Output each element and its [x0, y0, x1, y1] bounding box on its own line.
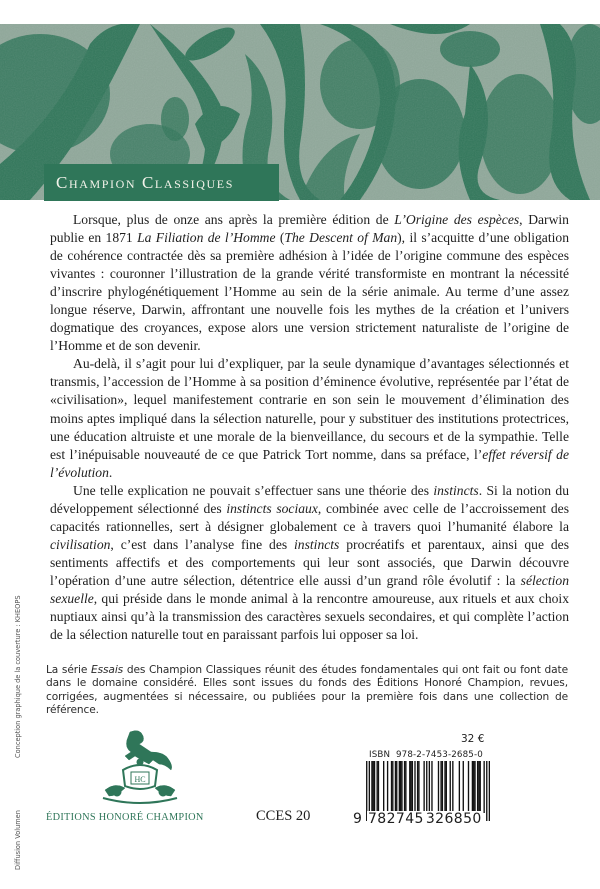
barcode-bar — [376, 761, 377, 813]
logo-monogram: HC — [134, 775, 146, 784]
ean-lead-digit: 9 — [353, 811, 363, 827]
barcode-bar — [404, 761, 405, 813]
blurb-italic: La Filiation de l’Homme — [137, 230, 276, 246]
barcode-bar — [438, 761, 439, 813]
barcode-bar — [417, 761, 418, 813]
blurb-text: Au-delà, il s’agit pour lui d’expliquer, par la seule dynamique d’avantages sélectionnés et transmis, l’accession de l’Homme à sa position d’éminence évolutive, représentée par l’état de «civilisation», lequel manifestement contrarie en son sein le mouvement d’élimination des moins aptes impliqué dans la sélection naturelle, pour y substituer des institutions protectrices, une éducation altruiste et une morale de la bienveillance, du secours et de la sympathie. Telle est l’inépuisable nouveauté de ce que Patrick Tort nomme, dans sa préface, l’ — [50, 356, 569, 462]
barcode-bar — [473, 761, 474, 813]
blurb-text: , combinée avec celle de l’accroissement des capacités rationnelles, sert à désigner globalement ce à travers quoi l’humanité élabore la — [50, 500, 569, 534]
barcode-bar — [452, 761, 453, 813]
barcode-bar — [459, 761, 460, 813]
barcode-bar — [392, 761, 393, 813]
isbn-line — [369, 750, 483, 760]
barcode-bar — [414, 761, 415, 813]
blurb-paragraph — [50, 211, 569, 355]
blurb-text: ( — [275, 230, 285, 246]
blurb-text: ), il s’acquitte d’une obligation de cohérence contractée dès sa première adhésion à l’idée de l’origine commune des espèces vivantes : couronner l’illustration de la grande vérité transformiste en montrant la nécessité d’inscrire phylogénétiquement l’Homme au sein de la série animale. Au terme d’une assez longue réserve, Darwin, affrontant une nouvelle fois les mythes de la création et l’univers dogmatique des croyances, expose alors une version strictement naturaliste de l’origine de l’Homme et de son devenir. — [50, 230, 569, 354]
barcode-bar — [477, 761, 478, 813]
barcode-bar — [463, 761, 464, 813]
barcode-bar — [399, 761, 400, 813]
price: 32 € — [461, 733, 485, 745]
ean-right-group: 326850 — [425, 811, 482, 827]
barcode-bar — [391, 761, 392, 813]
publisher-name: ÉDITIONS HONORÉ CHAMPION — [46, 812, 204, 823]
barcode-bar — [405, 761, 406, 813]
barcode-bar — [483, 761, 484, 813]
series-note — [46, 664, 568, 718]
blurb-text: Lorsque, plus de onze ans après la première édition de — [73, 212, 395, 227]
blurb-paragraph — [50, 355, 569, 481]
cover-design-credit: Conception graphique de la couverture : KHEOPS — [14, 595, 22, 758]
side-credits — [14, 595, 22, 870]
barcode-bar — [396, 761, 397, 813]
series-note-text: La série — [46, 664, 91, 676]
barcode-bar — [371, 761, 372, 813]
barcode-bar — [423, 761, 424, 813]
blurb-text: , Darwin publie en 1871 — [50, 212, 569, 246]
barcode-bar — [474, 761, 475, 813]
barcode-bar — [472, 761, 473, 813]
blurb — [50, 211, 569, 644]
blurb-italic: effet réversif de l’évolution — [50, 446, 569, 480]
ean-left-group: 782745 — [368, 811, 424, 827]
barcode-bar — [480, 761, 481, 813]
barcode-bar — [418, 761, 419, 813]
barcode-bar — [431, 761, 432, 813]
blurb-text: , qui préside dans le monde animal à la rencontre amoureuse, aux rituels et aux choix nuptiaux ainsi qu’à la transmission des caractères sexuels secondaires, et qui complète l’action de la sélection naturelle tout en paraissant parfois lui opposer sa loi. — [50, 590, 569, 643]
barcode-bar — [409, 761, 410, 813]
barcode-bar — [412, 761, 413, 813]
barcode-bar — [446, 761, 447, 813]
blurb-italic: sélection sexuelle — [50, 572, 569, 606]
barcode-bar — [373, 761, 374, 813]
barcode-bar — [444, 761, 445, 813]
barcode-bar — [383, 761, 384, 813]
blurb-text: . — [108, 464, 113, 480]
blurb-italic: instincts — [294, 536, 340, 552]
barcode-bar — [410, 761, 411, 813]
collection-code: CCES 20 — [256, 808, 311, 824]
distribution-credit: Diffusion Volumen — [14, 810, 22, 870]
barcode-bar — [401, 761, 402, 813]
rearing-horse-crest-icon — [95, 730, 185, 806]
blurb-text: Une telle explication ne pouvait s’effectuer sans une théorie des — [73, 482, 434, 498]
blurb-italic: instincts — [433, 482, 479, 498]
blurb-text: procréatifs et parentaux, ainsi que des sentiments affectifs et des comportements qui leur sont associés, que Darwin découvre l’opération d’une autre sélection, détentrice elle aussi d’un grand rôle évolutif : la — [50, 536, 570, 588]
blurb-italic: civilisation — [50, 536, 111, 552]
blurb-text: . Si la notion du développement sélectionné des — [50, 482, 569, 516]
blurb-text: , c’est dans l’analyse fine des — [110, 536, 295, 552]
barcode-bar — [478, 761, 479, 813]
series-note-text: des Champion Classiques réunit des études fondamentales qui ont fait ou font date dans le domaine considéré. Elles sont issues du fonds des Éditions Honoré Champion, revues, corrigées, augmentées si nécessaire, ou publiées pour la première fois dans une collection de référence. — [46, 664, 568, 717]
barcode-bar — [374, 761, 375, 813]
barcode-bar — [450, 761, 451, 813]
barcode-bar — [468, 761, 469, 813]
isbn-value: 978-2-7453-2685-0 — [395, 750, 483, 760]
blurb-italic: instincts sociaux — [226, 500, 318, 516]
barcode-bar — [378, 761, 379, 813]
series-label: Champion Classiques — [44, 164, 279, 201]
blurb-italic: L’Origine des espèces — [394, 212, 520, 227]
barcode-bar — [440, 761, 441, 813]
blurb-italic: The Descent of Man — [284, 230, 398, 246]
blurb-paragraph — [50, 482, 569, 644]
barcode-bar — [442, 761, 443, 813]
barcode-bar — [387, 761, 388, 813]
ean-digits — [353, 811, 493, 827]
barcode-bar — [400, 761, 401, 813]
isbn-label: ISBN — [369, 750, 391, 760]
barcode-bar — [395, 761, 396, 813]
series-note-italic: Essais — [91, 664, 124, 676]
